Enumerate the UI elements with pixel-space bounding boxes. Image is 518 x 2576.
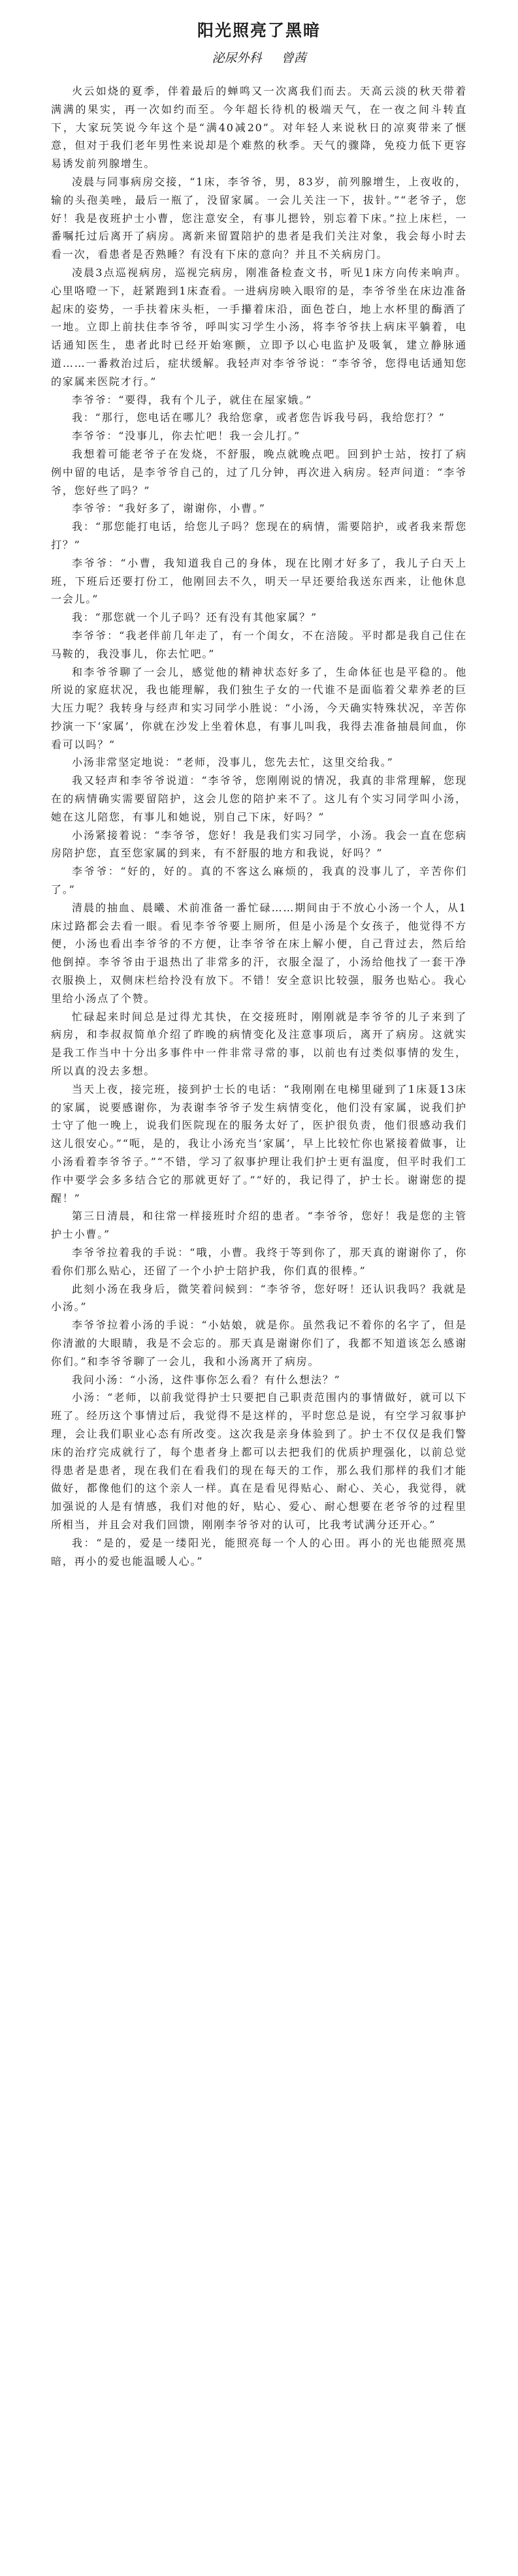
paragraph: 我：“那您就一个儿子吗？还有没有其他家属？” — [72, 611, 317, 624]
paragraph: 李爷爷拉着我的手说：“哦，小曹。我终于等到你了，那天真的谢谢你了，你看你们那么贴心，还留了一个小护士陪护我，你们真的很棒。” — [51, 1246, 467, 1277]
article-body — [51, 82, 467, 1570]
author-name: 曾茜 — [281, 51, 306, 65]
paragraph: 我又轻声和李爷爷说道：“李爷爷，您刚刚说的情况，我真的非常理解，您现在的病情确实需要留陪护，这会儿您的陪护来不了。这儿有个实习同学叫小汤，她在这儿陪您，有事儿和她说，别自己下床，好吗？” — [51, 774, 467, 823]
article-title: 阳光照亮了黑暗 — [197, 21, 321, 40]
paragraph: 此刻小汤在我身后，微笑着问候到：“李爷爷，您好呀！还认识我吗？我就是小汤。” — [51, 1282, 467, 1313]
paragraph: 凌晨与同事病房交接，“1床，李爷爷，男，83岁，前列腺增生，上夜收的，输的头孢美唑，最后一瓶了，没留家属。一会儿关注一下，拔针。”“老爷子，您好！我是夜班护士小曹，您注意安全，有事儿摁铃，别忘着下床。”拉上床栏，一番嘱托过后离开了病房。离新来留置陪护的患者是我们关注对象，我会每小时去看一次，看患者是否熟睡？有没有下床的意向？并且不关病房门。 — [51, 175, 467, 261]
paragraph: 李爷爷：“我老伴前几年走了，有一个闺女，不在涪陵。平时都是我自己住在马鞍的，我没事儿，你去忙吧。” — [51, 629, 467, 660]
author-byline — [51, 50, 467, 67]
paragraph: 我问小汤：“小汤，这件事你怎么看？有什么想法？” — [72, 1373, 341, 1386]
paragraph: 小汤非常坚定地说：“老师，没事儿，您先去忙，这里交给我。” — [72, 756, 394, 769]
paragraph: 小汤紧接着说：“李爷爷，您好！我是我们实习同学，小汤。我会一直在您病房陪护您，直至您家属的到来，有不舒服的地方和我说，好吗？” — [51, 828, 467, 860]
paragraph: 和李爷爷聊了一会儿，感觉他的精神状态好多了，生命体征也是平稳的。他所说的家庭状况，我也能理解，我们独生子女的一代谁不是面临着父辈养老的巨大压力呢？我转身与经声和实习同学小胜说：“小汤，今天确实特殊状况，辛苦你抄演一下‘家属’，你就在沙发上坐着休息，有事儿叫我，我得去准备抽晨间血，你看可以吗？” — [51, 665, 467, 751]
paragraph: 小汤：“老师，以前我觉得护士只要把自己职责范围内的事情做好，就可以下班了。经历这个事情过后，我觉得不是这样的，平时您总是说，有空学习叙事护理，会让我们职业心态有所改变。这次我是亲身体验到了。护士不仅仅是我们警床的治疗完成就行了，每个患者身上都可以去把我们的优质护理强化，以前总觉得患者是患者，现在我们在看我们的现在每天的工作，那么我们那样的我们才能做好，都像他们的这个亲人一样。真在是看见得贴心、耐心、关心，我觉得，就加强说的人是有情感，我们对他的好，贴心、爱心、耐心想要在老爷爷的过程里所相当，并且会对我们回馈，刚刚李爷爷对的认可，比我考试满分还开心。” — [51, 1391, 467, 1531]
paragraph: 李爷爷：“要得，我有个儿子，就住在屋家娥。” — [72, 393, 312, 406]
paragraph: 李爷爷：“小曹，我知道我自己的身体，现在比刚才好多了，我儿子白天上班，下班后还要打份工，他刚回去不久，明天一早还要给我送东西来，让他休息一会儿。” — [51, 556, 467, 606]
paragraph: 我想着可能老爷子在发烧，不舒服，晚点就晚点吧。回到护士站，按打了病例中留的电话，是李爷爷自己的，过了几分钟，再次进入病房。轻声问道：“李爷爷，您好些了吗？” — [51, 447, 467, 497]
paragraph: 我：“那行，您电话在哪儿？我给您拿，或者您告诉我号码，我给您打？” — [72, 411, 445, 424]
paragraph: 李爷爷：“没事儿，你去忙吧！我一会儿打。” — [72, 430, 301, 443]
paragraph: 第三日清晨，和往常一样接班时介绍的患者。“李爷爷，您好！我是您的主管护士小曹。” — [51, 1210, 467, 1241]
paragraph: 凌晨3点巡视病房，巡视完病房，刚准备检查文书，听见1床方向传来响声。心里咯噔一下，赶紧跑到1床查看。一进病房映入眼帘的是，李爷爷坐在床边准备起床的姿势，一手扶着床头柜，一手攥着床沿，面色苍白，地上水杯里的酶酒了一地。立即上前扶住李爷爷，呼叫实习学生小汤，将李爷爷扶上病床平躺着，电话通知医生，患者此时已经开始寒颤，立即予以心电监护及吸氧，建立静脉通道……一番救治过后，症状缓解。我轻声对李爷爷说：“李爷爷，您得电话通知您的家属来医院才行。” — [51, 266, 467, 388]
paragraph: 李爷爷：“我好多了，谢谢你，小曹。” — [72, 502, 266, 515]
paragraph: 忙碌起来时间总是过得尤其快，在交接班时，刚刚就是李爷爷的儿子来到了病房，和李叔叔简单介绍了昨晚的病情变化及注意事项后，离开了病房。这就实是我工作当中十分出多事件中一件非常寻常的事，以前也有过类似事情的发生，所以真的没去多想。 — [51, 1010, 467, 1078]
paragraph: 李爷爷：“好的，好的。真的不客这么麻烦的，我真的没事儿了，辛苦你们了。” — [51, 865, 467, 896]
paragraph: 火云如烧的夏季，伴着最后的蝉鸣又一次离我们而去。天高云淡的秋天带着满满的果实，再一次如约而至。今年超长待机的极端天气，在一夜之间斗转直下，大家玩笑说今年这个是“满40减20”。对年轻人来说秋日的凉爽带来了惬意，但对于我们老年男性来说却是个难熬的秋季。天气的骤降，免疫力低下更容易诱发前列腺增生。 — [51, 85, 467, 170]
paragraph: 当天上夜，接完班，接到护士长的电话：“我刚刚在电梯里碰到了1床聂13床的家属，说要感谢你，为表谢李爷爷子发生病情变化，他们没有家属，说我们护士守了他一晚上，说我们医院现在的服务太好了，医护很负责，他们很感动我们这儿很安心。”“呃，是的，我让小汤充当‘家属’，早上比较忙你也紧接着做事，让小汤看着李爷爷子。”“不错，学习了叙事护理让我们护士更有温度，但平时我们工作中要学会多多结合它的那就更好了。”“好的，我记得了，护士长。谢谢您的提醒！” — [51, 1082, 467, 1204]
paragraph: 李爷爷拉着小汤的手说：“小姑娘，就是你。虽然我记不着你的名字了，但是你清澈的大眼睛，我是不会忘的。那天真是谢谢你们了，我都不知道该怎么感谢你们。”和李爷爷聊了一会儿，我和小汤离开了病房。 — [51, 1319, 467, 1368]
paragraph: 清晨的抽血、晨曦、术前准备一番忙碌……期间由于不放心小汤一个人，从1床过路都会去看一眼。看见李爷爷要上厕所，但是小汤是个女孩子，他觉得不方便，小汤也看出李爷爷的不方便，让李爷爷在床上解小便，自己背过去，然后给他倒掉。李爷爷由于退热出了非常多的汗，衣服全湿了，小汤给他找了一套干净衣服换上，双侧床栏给拎没有放下。不错！安全意识比较强，服务也贴心。我心里给小汤点了个赞。 — [51, 901, 467, 1005]
paragraph: 我：“那您能打电话，给您儿子吗？您现在的病情，需要陪护，或者我来帮您打？” — [51, 520, 467, 551]
author-department: 泌尿外科 — [212, 51, 262, 65]
paragraph: 我：“是的，爱是一缕阳光，能照亮每一个人的心田。再小的光也能照亮黑暗，再小的爱也能温暖人心。” — [51, 1536, 467, 1567]
